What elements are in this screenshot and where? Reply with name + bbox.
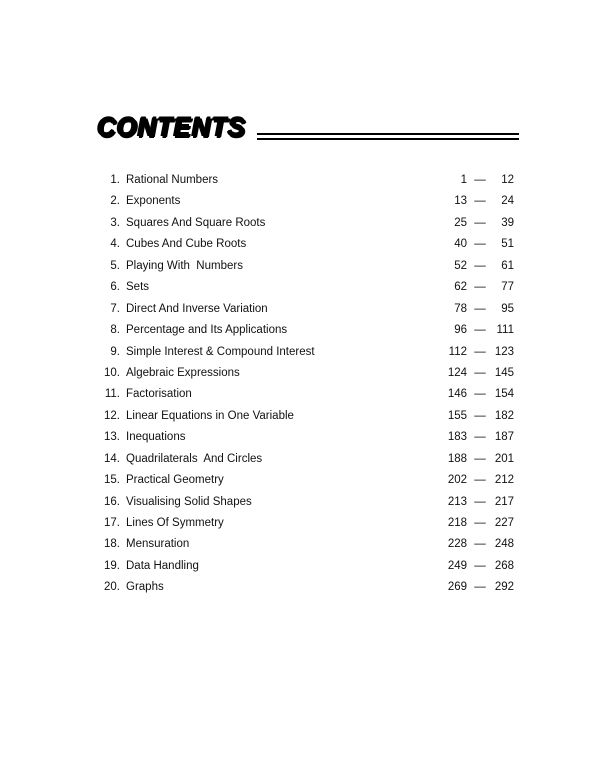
chapter-number: 3.	[110, 216, 120, 229]
toc-entry	[96, 364, 514, 385]
chapter-title: Squares And Square Roots	[126, 216, 266, 229]
chapter-number: 5.	[110, 259, 120, 272]
chapter-number: 1.	[110, 174, 120, 186]
chapter-number: 17.	[104, 517, 120, 529]
chapter-title: Exponents	[126, 195, 181, 208]
toc-entry	[96, 321, 514, 342]
toc-entry	[96, 578, 514, 599]
toc-entry	[96, 557, 514, 578]
chapter-number: 16.	[104, 495, 120, 508]
chapter-number: 4.	[110, 238, 120, 251]
page-start: 183	[447, 431, 467, 444]
page-start: 52	[454, 259, 467, 272]
toc-entry	[96, 214, 514, 235]
page-end: 182	[494, 409, 514, 422]
page-end: 268	[494, 559, 514, 572]
page-start: 112	[448, 345, 467, 358]
chapter-title: Quadrilaterals And Circles	[126, 452, 263, 465]
toc-entry	[96, 493, 514, 514]
page-end: 77	[501, 281, 514, 294]
toc-entry	[96, 257, 514, 278]
page-end: 24	[501, 195, 514, 208]
chapter-title: Sets	[126, 281, 150, 294]
toc-entry	[96, 407, 514, 428]
page-end: 154	[494, 388, 514, 401]
page-start: 202	[447, 474, 467, 487]
page-start: 218	[447, 517, 467, 529]
chapter-title: Linear Equations in One Variable	[126, 409, 294, 422]
page-end: 39	[501, 216, 514, 229]
page-end: 61	[501, 259, 514, 272]
contents-heading: CONTENTS	[97, 112, 246, 142]
chapter-number: 11.	[104, 388, 120, 401]
page-range-dash: —	[474, 409, 486, 422]
chapter-number: 19.	[104, 559, 120, 572]
page-start: 13	[454, 195, 467, 208]
page-range-dash: —	[474, 452, 486, 465]
toc-entry	[96, 235, 514, 256]
chapter-title: Practical Geometry	[126, 474, 224, 487]
page-range-dash: —	[474, 174, 486, 186]
chapter-title: Lines Of Symmetry	[126, 517, 224, 529]
page-start: 40	[454, 238, 467, 251]
chapter-title: Mensuration	[126, 538, 190, 551]
chapter-number: 18.	[104, 538, 120, 551]
page-range-dash: —	[474, 324, 486, 337]
toc-entry	[96, 300, 514, 321]
page-start: 188	[447, 452, 467, 465]
page-start: 155	[447, 409, 467, 422]
page-end: 123	[494, 345, 514, 358]
toc-entry	[96, 514, 514, 535]
chapter-title: Graphs	[126, 581, 164, 594]
page-end: 212	[494, 474, 514, 487]
chapter-title: Simple Interest & Compound Interest	[126, 345, 315, 358]
chapter-number: 8.	[110, 324, 120, 337]
chapter-title: Data Handling	[126, 559, 199, 572]
page-start: 213	[447, 495, 467, 508]
chapter-number: 12.	[104, 409, 120, 422]
page-range-dash: —	[474, 366, 486, 379]
page-start: 249	[447, 559, 467, 572]
page-range-dash: —	[474, 495, 486, 508]
page-range-dash: —	[474, 538, 486, 551]
page-range-dash: —	[474, 517, 486, 529]
page-range-dash: —	[474, 559, 486, 572]
contents-header	[97, 112, 521, 142]
chapter-title: Algebraic Expressions	[126, 366, 240, 379]
page-start: 269	[447, 581, 467, 594]
toc-entry	[96, 450, 514, 471]
toc-entry	[96, 428, 514, 449]
chapter-title: Inequations	[126, 431, 186, 444]
page-range-dash: —	[474, 195, 486, 208]
page-range-dash: —	[474, 238, 486, 251]
page-range-dash: —	[474, 431, 486, 444]
page-end: 187	[494, 431, 514, 444]
page-range-dash: —	[474, 302, 486, 315]
page-range-dash: —	[474, 581, 486, 594]
chapter-title: Visualising Solid Shapes	[126, 495, 252, 508]
chapter-number: 10.	[104, 366, 120, 379]
page-start: 1	[460, 174, 467, 186]
page-end: 12	[501, 174, 514, 186]
table-of-contents	[96, 171, 514, 600]
page-end: 217	[494, 495, 514, 508]
page-end: 111	[496, 324, 514, 337]
chapter-number: 20.	[104, 581, 120, 594]
page-start: 228	[447, 538, 467, 551]
page-start: 124	[447, 366, 467, 379]
heading-rule-lower	[257, 138, 519, 140]
chapter-title: Rational Numbers	[126, 174, 219, 186]
toc-entry	[96, 471, 514, 492]
page-end: 145	[494, 366, 514, 379]
chapter-title: Factorisation	[126, 388, 192, 401]
page-range-dash: —	[474, 345, 486, 358]
page-end: 51	[501, 238, 514, 251]
page-end: 292	[494, 581, 514, 594]
toc-entry	[96, 192, 514, 213]
page-start: 62	[454, 281, 467, 294]
page-end: 201	[494, 452, 514, 465]
chapter-title: Direct And Inverse Variation	[126, 302, 268, 315]
page-range-dash: —	[474, 474, 486, 487]
page-start: 25	[454, 216, 467, 229]
page-start: 146	[447, 388, 467, 401]
chapter-number: 13.	[104, 431, 120, 444]
page-end: 248	[494, 538, 514, 551]
toc-entry	[96, 171, 514, 192]
toc-entry	[96, 385, 514, 406]
toc-entry	[96, 343, 514, 364]
chapter-number: 7.	[110, 302, 120, 315]
chapter-title: Playing With Numbers	[126, 259, 243, 272]
chapter-number: 9.	[110, 345, 120, 358]
page-range-dash: —	[474, 388, 486, 401]
chapter-number: 15.	[104, 474, 120, 487]
toc-entry	[96, 535, 514, 556]
chapter-title: Percentage and Its Applications	[126, 324, 288, 337]
page-start: 78	[454, 302, 467, 315]
chapter-number: 6.	[110, 281, 120, 294]
page-start: 96	[454, 324, 467, 337]
page-range-dash: —	[474, 281, 486, 294]
chapter-number: 2.	[110, 195, 120, 208]
toc-entry	[96, 278, 514, 299]
heading-rule-upper	[257, 133, 519, 135]
page-end: 95	[501, 302, 514, 315]
page-range-dash: —	[474, 259, 486, 272]
page-end: 227	[494, 517, 514, 529]
chapter-title: Cubes And Cube Roots	[126, 238, 247, 251]
page-range-dash: —	[474, 216, 486, 229]
chapter-number: 14.	[104, 452, 120, 465]
